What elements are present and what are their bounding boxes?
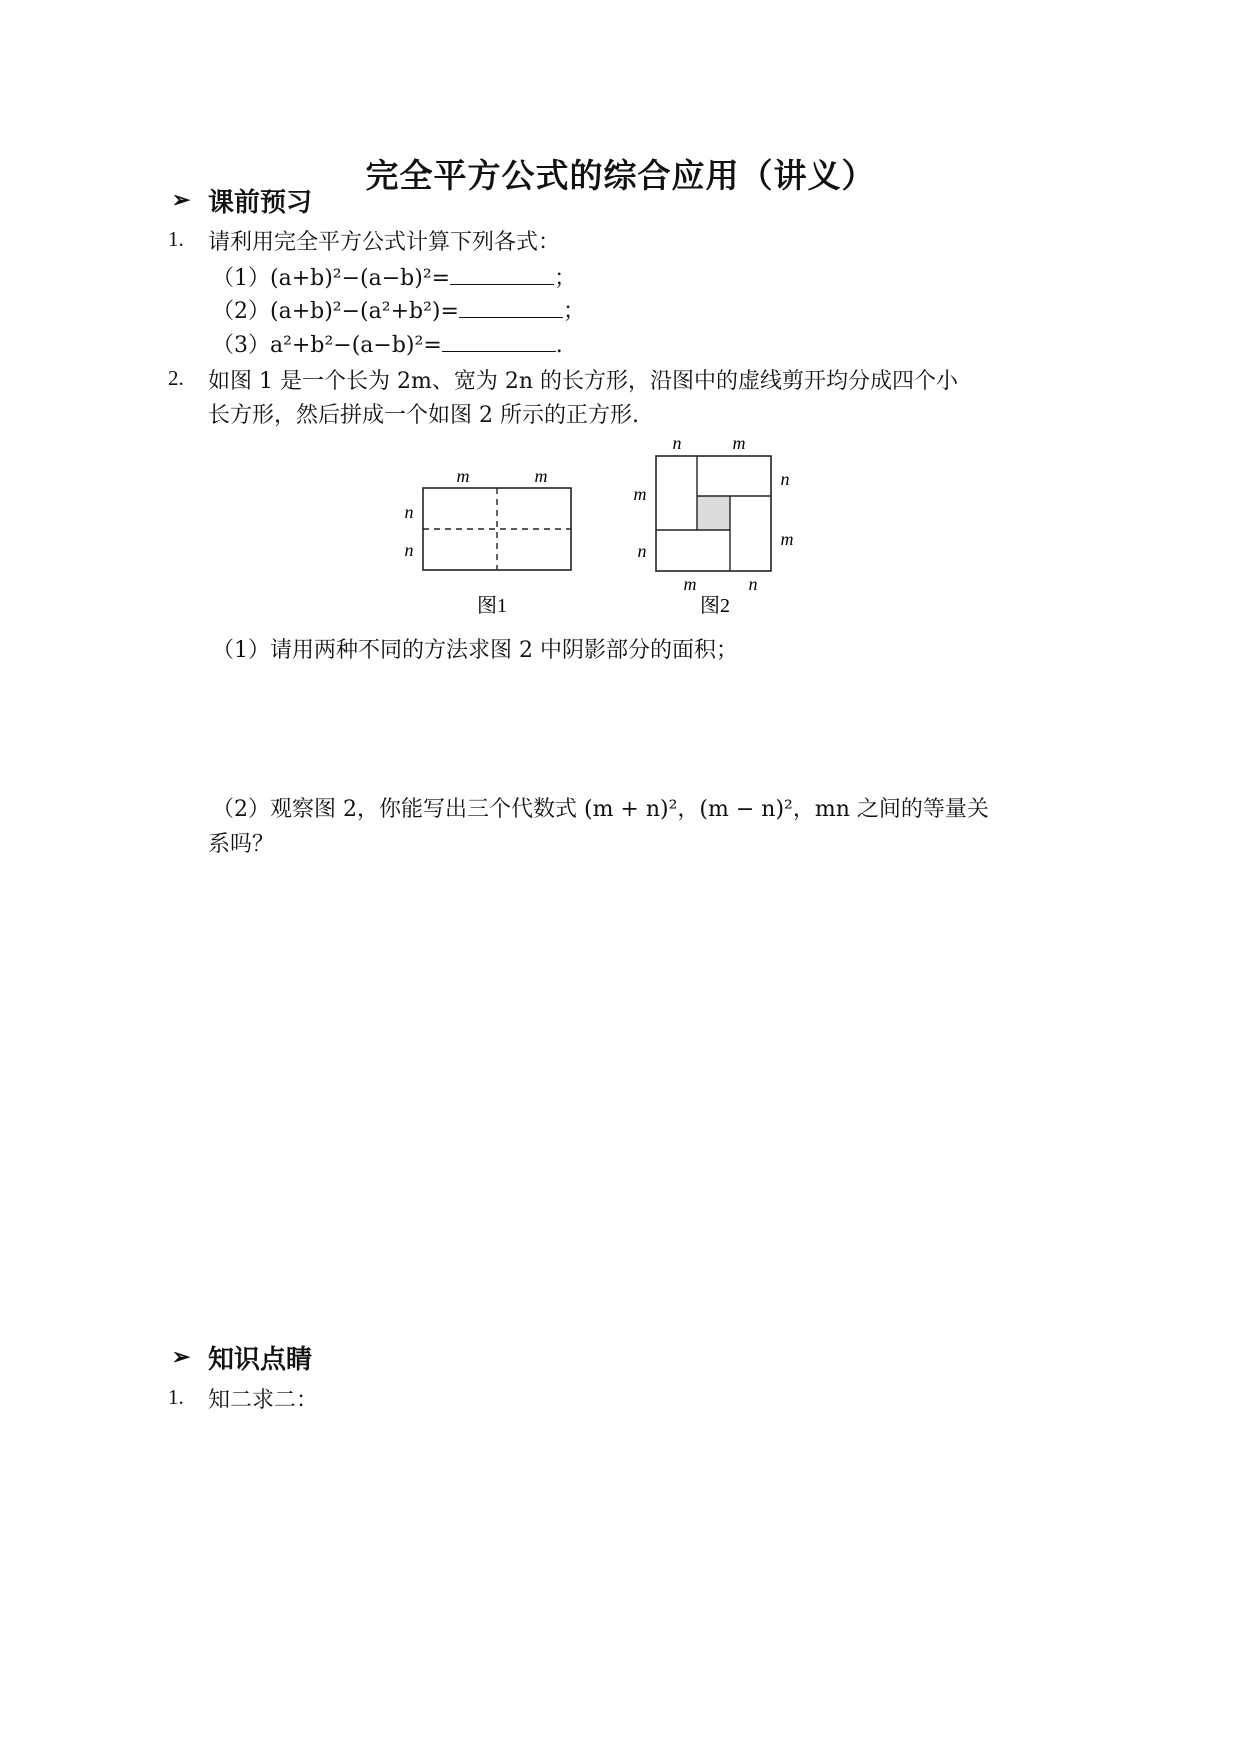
question-item	[212, 261, 576, 292]
answer-blank[interactable]	[450, 262, 554, 285]
knowledge-item: 知二求二：	[208, 1388, 319, 1413]
fig2-left-label: n	[637, 541, 647, 561]
question-stem: 请利用完全平方公式计算下列各式：	[208, 230, 561, 255]
fig1-left-label: n	[404, 540, 414, 560]
fig2-top-label: n	[672, 433, 682, 453]
question-number: 2.	[168, 366, 184, 390]
item-expression: (a+b)²−(a−b)²=	[270, 266, 451, 291]
fig1-left-label: n	[404, 502, 414, 522]
item-label: （2）	[212, 299, 270, 324]
question-stem-line: 长方形，然后拼成一个如图 2 所示的正方形.	[208, 403, 639, 428]
answer-blank[interactable]	[442, 329, 556, 352]
item-end: ；	[562, 299, 585, 324]
figures	[390, 430, 810, 625]
item-expression: a²+b²−(a−b)²=	[270, 333, 442, 358]
fig2-top-label: m	[732, 433, 746, 453]
question-item	[212, 294, 585, 325]
section-marker-icon: ➢	[172, 187, 191, 213]
fig1-top-label: m	[456, 466, 470, 486]
page-title: 完全平方公式的综合应用（讲义）	[365, 156, 876, 195]
section-heading-knowledge: 知识点睛	[208, 1345, 313, 1375]
sub-question-line: 系吗？	[208, 832, 275, 857]
fig2-right-label: n	[780, 469, 790, 489]
item-end: .	[555, 333, 563, 358]
question-number: 1.	[168, 227, 184, 251]
item-label: （3）	[212, 333, 270, 358]
sub-question: （2）观察图 2，你能写出三个代数式 (m + n)²，(m − n)²，mn 之间的等量关	[212, 797, 989, 822]
answer-blank[interactable]	[459, 295, 563, 318]
question-item	[212, 328, 563, 359]
item-end: ；	[554, 266, 577, 291]
question-stem-line: 如图 1 是一个长为 2m、宽为 2n 的长方形，沿图中的虚线剪开均分成四个小	[208, 369, 958, 394]
fig2-right-label: m	[780, 529, 794, 549]
fig2-left-label: m	[633, 484, 647, 504]
figure-2-caption: 图2	[700, 595, 730, 617]
item-expression: (a+b)²−(a²+b²)=	[270, 299, 459, 324]
item-label: （1）	[212, 266, 270, 291]
section-heading-preview: 课前预习	[208, 188, 313, 218]
sub-question: （1）请用两种不同的方法求图 2 中阴影部分的面积；	[212, 638, 738, 663]
figure-2	[634, 433, 794, 617]
fig2-bottom-label: n	[748, 574, 758, 594]
figure-1	[405, 466, 572, 617]
question-number: 1.	[168, 1385, 184, 1409]
fig2-bottom-label: m	[683, 574, 697, 594]
fig1-top-label: m	[534, 466, 548, 486]
shaded-region	[697, 496, 730, 530]
figure-1-caption: 图1	[477, 595, 507, 617]
section-marker-icon: ➢	[172, 1344, 191, 1370]
